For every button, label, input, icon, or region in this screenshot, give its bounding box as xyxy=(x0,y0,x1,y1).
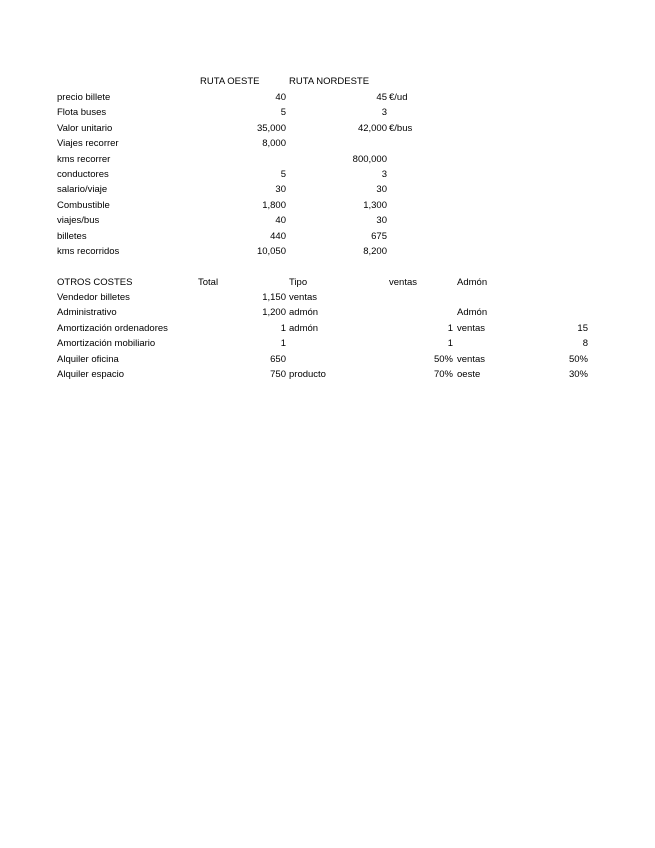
row-label: Flota buses xyxy=(57,107,107,119)
row-label: precio billete xyxy=(57,92,111,103)
cost-total: 1,200 xyxy=(262,307,286,319)
cost-tipo: admón xyxy=(289,307,319,319)
route-row xyxy=(0,122,655,136)
cost-last: 50% xyxy=(568,353,588,365)
cost-row xyxy=(0,291,655,305)
cost-total: 1 xyxy=(280,322,286,334)
ruta-nordeste-value: 42,000 xyxy=(357,122,387,134)
cost-split: Admón xyxy=(457,307,488,319)
cost-row xyxy=(0,368,655,382)
cost-percent: 70% xyxy=(433,369,453,380)
route-row xyxy=(0,214,655,228)
ruta-oeste-value: 1,800 xyxy=(262,199,286,211)
ruta-nordeste-value: 30 xyxy=(376,184,387,196)
header-ruta-nordeste: RUTA NORDESTE xyxy=(289,76,370,87)
ruta-oeste-value: 5 xyxy=(280,169,286,180)
route-row xyxy=(0,183,655,197)
ruta-nordeste-value: 3 xyxy=(381,107,387,119)
row-label: viajes/bus xyxy=(57,215,100,227)
row-label: Viajes recorrer xyxy=(57,138,119,150)
row-label: Valor unitario xyxy=(57,122,113,134)
cost-percent: 1 xyxy=(447,338,453,350)
ruta-oeste-value: 35,000 xyxy=(256,122,286,134)
row-label: salario/viaje xyxy=(57,184,108,196)
header-ruta-oeste: RUTA OESTE xyxy=(200,76,260,87)
cost-tipo: admón xyxy=(289,322,319,334)
cost-label: Administrativo xyxy=(57,307,117,319)
cost-row xyxy=(0,322,655,336)
cost-label: Alquiler oficina xyxy=(57,353,119,365)
ruta-nordeste-value: 30 xyxy=(376,215,387,227)
ruta-oeste-value: 10,050 xyxy=(256,246,286,257)
ruta-oeste-value: 40 xyxy=(275,92,286,103)
ruta-nordeste-value: 3 xyxy=(381,169,387,180)
header-admon: Admón xyxy=(457,277,488,288)
ruta-nordeste-value: 45 xyxy=(376,92,387,103)
header-ventas: ventas xyxy=(389,277,417,288)
ruta-nordeste-value: 1,300 xyxy=(363,199,387,211)
costs-header-row xyxy=(0,276,655,290)
cost-last: 30% xyxy=(568,369,588,380)
cost-label: Alquiler espacio xyxy=(57,369,125,380)
cost-last: 8 xyxy=(582,338,588,350)
cost-split: ventas xyxy=(457,353,485,365)
route-row xyxy=(0,91,655,105)
ruta-nordeste-value: 800,000 xyxy=(352,153,387,165)
cost-total: 650 xyxy=(270,353,286,365)
ruta-nordeste-value: 8,200 xyxy=(363,246,387,257)
row-label: kms recorridos xyxy=(57,246,120,257)
route-row xyxy=(0,137,655,151)
cost-label: Amortización mobiliario xyxy=(57,338,156,350)
route-row xyxy=(0,153,655,167)
header-tipo: Tipo xyxy=(289,277,308,288)
row-label: kms recorrer xyxy=(57,153,111,165)
route-row xyxy=(0,106,655,120)
routes-header-row xyxy=(0,75,655,89)
route-row xyxy=(0,199,655,213)
cost-label: Vendedor billetes xyxy=(57,292,130,303)
cost-tipo: ventas xyxy=(289,292,317,303)
unit-label: €/ud xyxy=(389,92,408,103)
header-total: Total xyxy=(198,277,219,288)
cost-row xyxy=(0,353,655,367)
ruta-oeste-value: 8,000 xyxy=(262,138,286,150)
cost-last: 15 xyxy=(577,322,588,334)
cost-percent: 50% xyxy=(433,353,453,365)
ruta-nordeste-value: 675 xyxy=(371,230,387,242)
cost-total: 750 xyxy=(270,369,286,380)
cost-split: ventas xyxy=(457,322,485,334)
cost-label: Amortización ordenadores xyxy=(57,322,168,334)
route-row xyxy=(0,168,655,182)
header-otros-costes: OTROS COSTES xyxy=(57,277,133,288)
row-label: Combustible xyxy=(57,199,110,211)
cost-percent: 1 xyxy=(447,322,453,334)
ruta-oeste-value: 440 xyxy=(270,230,286,242)
ruta-oeste-value: 5 xyxy=(280,107,286,119)
cost-row xyxy=(0,337,655,351)
unit-label: €/bus xyxy=(389,122,413,134)
route-row xyxy=(0,245,655,259)
cost-total: 1,150 xyxy=(262,292,286,303)
cost-total: 1 xyxy=(280,338,286,350)
cost-tipo: producto xyxy=(289,369,326,380)
route-row xyxy=(0,230,655,244)
row-label: conductores xyxy=(57,169,109,180)
row-label: billetes xyxy=(57,230,87,242)
ruta-oeste-value: 40 xyxy=(275,215,286,227)
ruta-oeste-value: 30 xyxy=(275,184,286,196)
cost-row xyxy=(0,306,655,320)
cost-split: oeste xyxy=(457,369,481,380)
